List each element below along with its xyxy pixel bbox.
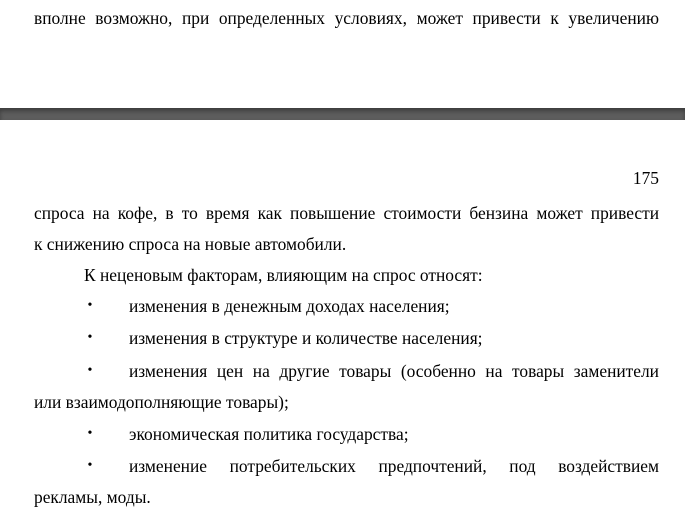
bullet-marker: • [87,458,93,473]
paragraph-line: спроса на кофе, в то время как повышение стоимости бензина может привести [34,203,659,223]
bullet-marker: • [87,426,93,441]
list-item: изменения цен на другие товары (особенно на товары заменители [129,361,659,381]
list-intro: К неценовым факторам, влияющим на спрос относят: [84,265,483,285]
list-item: изменения в структуре и количестве населения; [129,328,483,348]
document-page-bottom [0,120,685,516]
page-separator [0,108,685,120]
paragraph-line: к снижению спроса на новые автомобили. [34,234,347,254]
list-item: изменение потребительских предпочтений, под воздействием [129,456,659,476]
list-item-continuation: рекламы, моды. [34,487,151,507]
document-page-top [0,0,685,108]
list-item: экономическая политика государства; [129,424,409,444]
list-item-continuation: или взаимодополняющие товары); [34,392,289,412]
bullet-marker: • [87,363,93,378]
text-line: вполне возможно, при определенных условиях, может привести к увеличению [34,8,659,28]
bullet-marker: • [87,330,93,345]
page-number: 175 [632,168,659,188]
list-item: изменения в денежным доходах населения; [129,296,450,316]
bullet-marker: • [87,298,93,313]
